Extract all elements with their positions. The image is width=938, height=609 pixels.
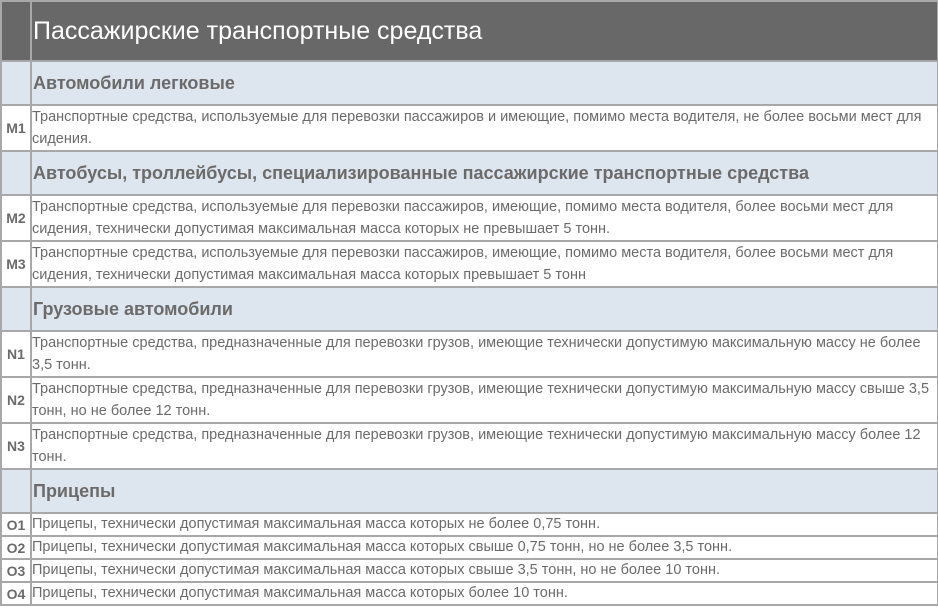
table-title-row (1, 1, 938, 61)
table-row (1, 582, 938, 605)
category-description: Транспортные средства, предназначенные для перевозки грузов, имеющие технически допустимую максимальную массу не более 3,5 тонн. (31, 331, 938, 377)
section-heading: Автобусы, троллейбусы, специализированные пассажирские транспортные средства (33, 162, 809, 183)
table-row (1, 423, 938, 469)
section-header-row (1, 151, 938, 195)
category-description: Транспортные средства, используемые для перевозки пассажиров, имеющие, помимо места водителя, более восьми мест для сидения, технически допустимая максимальная масса которых превышает 5 тонн (31, 241, 938, 287)
section-blank-cell (1, 151, 31, 195)
category-description: Прицепы, технически допустимая максимальная масса которых свыше 3,5 тонн, но не более 10 тонн. (31, 559, 938, 582)
section-header-row (1, 469, 938, 513)
section-heading: Прицепы (33, 480, 116, 501)
category-description: Транспортные средства, используемые для перевозки пассажиров и имеющие, помимо места водителя, не более восьми мест для сидения. (31, 105, 938, 151)
category-description: Транспортные средства, используемые для перевозки пассажиров, имеющие, помимо места водителя, более восьми мест для сидения, технически допустимая максимальная масса которых не превышает 5 тонн. (31, 195, 938, 241)
table-row (1, 331, 938, 377)
section-heading: Автомобили легковые (33, 72, 235, 93)
table-title-cell (31, 1, 938, 61)
table-row (1, 105, 938, 151)
section-blank-cell (1, 469, 31, 513)
table-row (1, 377, 938, 423)
category-description: Прицепы, технически допустимая максимальная масса которых свыше 0,75 тонн, но не более 3,5 тонн. (31, 536, 938, 559)
category-description: Прицепы, технически допустимая максимальная масса которых более 10 тонн. (31, 582, 938, 605)
section-header-row (1, 61, 938, 105)
section-header-row (1, 287, 938, 331)
title-blank-cell (1, 1, 31, 61)
section-blank-cell (1, 61, 31, 105)
category-code: N1 (1, 331, 31, 377)
section-heading-cell (31, 469, 938, 513)
category-code: M1 (1, 105, 31, 151)
category-description: Прицепы, технически допустимая максимальная масса которых не более 0,75 тонн. (31, 513, 938, 536)
table-row (1, 513, 938, 536)
category-code: M2 (1, 195, 31, 241)
category-code: O3 (1, 559, 31, 582)
table-row (1, 241, 938, 287)
category-code: N2 (1, 377, 31, 423)
table-title: Пассажирские транспортные средства (33, 16, 483, 45)
table-row (1, 195, 938, 241)
section-heading: Грузовые автомобили (33, 298, 233, 319)
section-blank-cell (1, 287, 31, 331)
category-code: O2 (1, 536, 31, 559)
category-code: O4 (1, 582, 31, 605)
section-heading-cell (31, 287, 938, 331)
category-description: Транспортные средства, предназначенные для перевозки грузов, имеющие технически допустимую максимальную массу свыше 3,5 тонн, но не более 12 тонн. (31, 377, 938, 423)
category-description: Транспортные средства, предназначенные для перевозки грузов, имеющие технически допустимую максимальную массу более 12 тонн. (31, 423, 938, 469)
category-code: M3 (1, 241, 31, 287)
category-code: N3 (1, 423, 31, 469)
section-heading-cell (31, 61, 938, 105)
table-row (1, 536, 938, 559)
category-code: O1 (1, 513, 31, 536)
section-heading-cell (31, 151, 938, 195)
table-row (1, 559, 938, 582)
